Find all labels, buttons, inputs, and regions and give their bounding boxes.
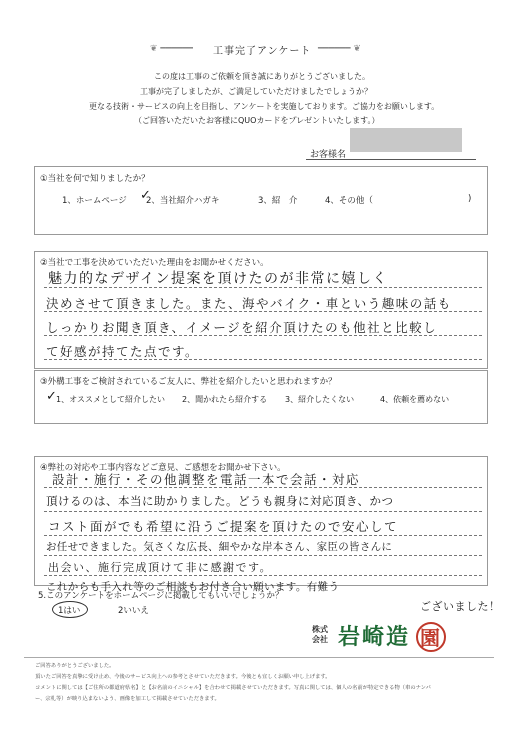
company-prefix-top: 株式 <box>312 625 328 634</box>
company-logo-name: 岩崎造 <box>338 624 411 650</box>
q2-answer-line-2: 決めさせて頂きました。また、海やバイク・車という趣味の話も <box>46 296 452 311</box>
q4-rule-3 <box>44 535 482 536</box>
q4-answer-line-6: これからも手入れ等のご相談もお付き合い願います。有難う <box>46 581 340 593</box>
q5-question: 5.このアンケートをホームページに掲載してもいいでしょうか？ <box>38 591 284 601</box>
footer-line-3: コメントに関しては【ご住所の都道府県名】と【お名前のイニシャル】を合わせて掲載させていただきます。写真に関しては、個人の名前が特定できる物（車のナンバ <box>35 685 431 691</box>
q4-question: ④弊社の対応や工事内容などご意見、ご感想をお聞かせ下さい。 <box>40 463 286 473</box>
q3-question: ③外構工事をご検討されているご友人に、弊社を紹介したいと思われますか？ <box>40 377 337 387</box>
q1-selected-mark: ✓ <box>140 188 153 203</box>
q3-selected-mark: ✓ <box>46 389 59 404</box>
q5-option-no: 2いいえ <box>118 606 149 616</box>
intro-line-2: 工事が完了しましたが、ご満足していただけましたでしょうか？ <box>140 87 372 96</box>
q1-option-3: 3、紹 介 <box>258 196 298 206</box>
company-prefix-bottom: 会社 <box>312 635 328 644</box>
q2-answer-line-1: 魅力的なデザイン提案を頂けたのが非常に嬉しく <box>48 271 389 287</box>
customer-name-underline <box>306 159 476 160</box>
q2-answer-line-4: て好感が持てた点です。 <box>46 344 200 359</box>
q1-question: ①当社を何で知りましたか？ <box>40 174 150 184</box>
q3-option-3: 3、紹介したくない <box>285 395 355 404</box>
q4-answer-line-3: コスト面がでも希望に沿うご提案を頂けたので安心して <box>48 519 399 534</box>
q4-rule-5 <box>44 575 482 576</box>
footer-line-4: ー、宗札等）が映り込まないよう、画像を加工して掲載させていただきます。 <box>35 696 220 702</box>
q1-option-4: 4、その他（ <box>325 196 373 206</box>
q4-answer-line-1: 設計・施行・その他調整を電話一本で会話・対応 <box>52 472 361 487</box>
q2-question: ②当社で工事を決めていただいた理由をお聞かせください。 <box>40 258 269 268</box>
q4-answer-tail: ございました！ <box>420 600 501 613</box>
customer-name-redacted <box>350 128 462 152</box>
footer-divider <box>24 657 494 658</box>
q1-option-1: 1、ホームページ <box>62 196 127 206</box>
company-logo-badge-ring <box>416 622 446 652</box>
page-title: 工事完了アンケート <box>213 46 312 57</box>
title-ornament-left: ❦ ━━━━━━ <box>150 44 193 54</box>
q3-option-4: 4、依頼を薦めない <box>380 395 450 404</box>
intro-line-3: 更なる技術・サービスの向上を目指し、アンケートを実施しております。ご協力をお願いします。 <box>89 102 440 111</box>
q4-answer-line-4: お任せできました。気さくな広長、細やかな岸本さん、家臣の皆さんに <box>46 541 393 553</box>
q4-rule-2 <box>44 511 482 512</box>
intro-line-4: （ご回答いただいたお客様にQUOカードをプレゼントいたします。） <box>134 116 380 125</box>
q5-option-yes: 1はい <box>58 606 81 616</box>
q1-option-2: 2、当社紹介ハガキ <box>146 196 220 206</box>
q2-answer-line-3: しっかりお聞き頂き、イメージを紹介頂けたのも他社と比較し <box>46 320 438 335</box>
title-ornament-right: ━━━━━━ ❦ <box>318 44 361 54</box>
customer-name-label: お客様名 <box>310 150 347 160</box>
q4-answer-line-2: 頂けるのは、本当に助かりました。どうも親身に対応頂き、かつ <box>46 494 394 508</box>
q3-option-2: 2、聞かれたら紹介する <box>182 395 268 404</box>
footer-line-1: ご回答ありがとうございました。 <box>35 663 115 669</box>
q4-rule-4 <box>44 555 482 556</box>
company-logo-badge: 園 <box>420 626 440 650</box>
intro-line-1: この度は工事のご依頼を頂き誠にありがとうございました。 <box>154 72 370 81</box>
q1-option-close: ) <box>468 194 472 204</box>
q4-answer-line-5: 出会い、施行完成頂けて非に感謝です。 <box>48 561 273 574</box>
footer-line-2: 頂いたご回答を真摯に受け止め、今後のサービス向上への参考とさせていただきます。今後とも宜しくお願い申し上げます。 <box>35 674 331 680</box>
q3-option-1: 1、オススメとして紹介したい <box>56 395 166 404</box>
